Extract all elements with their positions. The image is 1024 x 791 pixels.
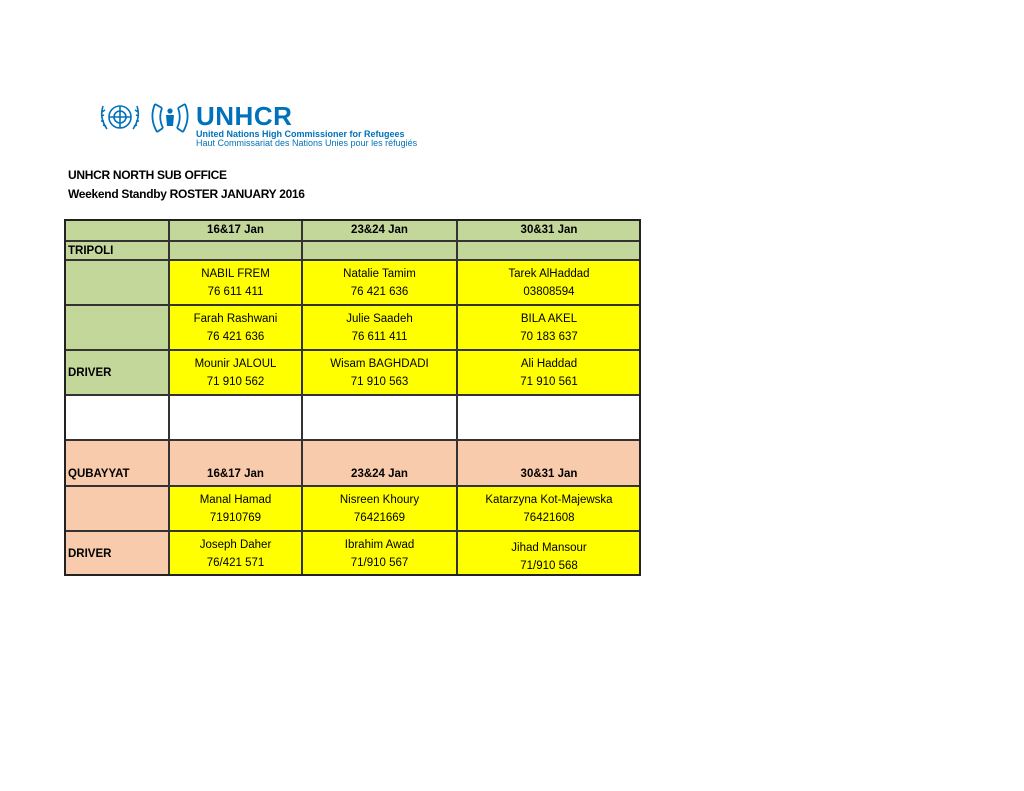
staff-phone: 76 611 411 [207,285,264,298]
driver-phone: 76/421 571 [206,556,265,569]
staff-name: Nisreen Khoury [339,493,420,506]
staff-cell [302,305,457,350]
driver-phone: 71 910 561 [520,375,578,388]
staff-cell [169,486,302,531]
header-corner-cell [64,219,169,241]
logo-subtitle-fr: Haut Commissariat des Nations Unies pour les réfugiés [196,138,418,148]
driver-name: Ali Haddad [520,357,578,370]
driver-label: DRIVER [64,350,169,395]
row-role-cell [64,486,169,531]
staff-phone: 71910769 [209,511,262,524]
tripoli-date-header: 23&24 Jan [302,219,457,241]
tripoli-date-header: 30&31 Jan [457,219,641,241]
empty-cell [64,395,169,440]
driver-cell [302,350,457,395]
staff-phone: 03808594 [523,285,575,298]
driver-name: Mounir JALOUL [194,357,277,370]
staff-cell [302,260,457,305]
driver-cell [457,531,641,576]
driver-name: Jihad Mansour [511,541,587,554]
staff-name: Manal Hamad [199,493,272,506]
staff-cell [169,260,302,305]
driver-cell [457,350,641,395]
logo-subtitle-en: United Nations High Commissioner for Refugees [196,129,405,139]
empty-cell [457,395,641,440]
staff-name: Julie Saadeh [346,312,413,325]
qubayyat-date-header: 23&24 Jan [302,440,457,486]
driver-phone: 71 910 562 [206,375,265,388]
tripoli-date-header: 16&17 Jan [169,219,302,241]
staff-phone: 76 421 636 [350,285,409,298]
driver-name: Joseph Daher [199,538,272,551]
unhcr-logo [97,100,427,150]
tripoli-label: TRIPOLI [64,241,169,260]
driver-phone: 71 910 563 [350,375,409,388]
unhcr-wordmark: UNHCR [196,101,293,131]
empty-cell [457,241,641,260]
empty-cell [169,241,302,260]
qubayyat-date-header: 30&31 Jan [457,440,641,486]
staff-cell [457,260,641,305]
staff-phone: 76421669 [353,511,406,524]
staff-name: NABIL FREM [201,267,270,280]
staff-phone: 70 183 637 [520,330,578,343]
driver-name: Wisam BAGHDADI [330,357,429,370]
unhcr-hands-emblem-icon [147,100,193,136]
staff-cell [302,486,457,531]
page-title: UNHCR NORTH SUB OFFICE [68,168,227,182]
staff-name: Natalie Tamim [343,267,416,280]
driver-cell [169,350,302,395]
driver-phone: 71/910 567 [350,556,409,569]
staff-cell [457,486,641,531]
roster-table [64,219,641,576]
page-subtitle: Weekend Standby ROSTER JANUARY 2016 [68,187,305,201]
driver-name: Ibrahim Awad [344,538,415,551]
staff-name: Katarzyna Kot-Majewska [485,493,613,506]
un-emblem-icon [97,100,143,136]
driver-label: DRIVER [64,531,169,576]
qubayyat-date-header: 16&17 Jan [169,440,302,486]
staff-cell [169,305,302,350]
row-role-cell [64,305,169,350]
driver-cell [302,531,457,576]
staff-name: Farah Rashwani [193,312,278,325]
driver-cell [169,531,302,576]
driver-phone: 71/910 568 [520,559,578,572]
staff-name: Tarek AlHaddad [508,267,590,280]
staff-name: BILA AKEL [520,312,578,325]
staff-phone: 76421608 [523,511,575,524]
empty-cell [302,395,457,440]
empty-cell [169,395,302,440]
staff-phone: 76 611 411 [351,330,408,343]
qubayyat-label: QUBAYYAT [64,440,169,486]
empty-cell [302,241,457,260]
row-role-cell [64,260,169,305]
staff-cell [457,305,641,350]
staff-phone: 76 421 636 [206,330,265,343]
